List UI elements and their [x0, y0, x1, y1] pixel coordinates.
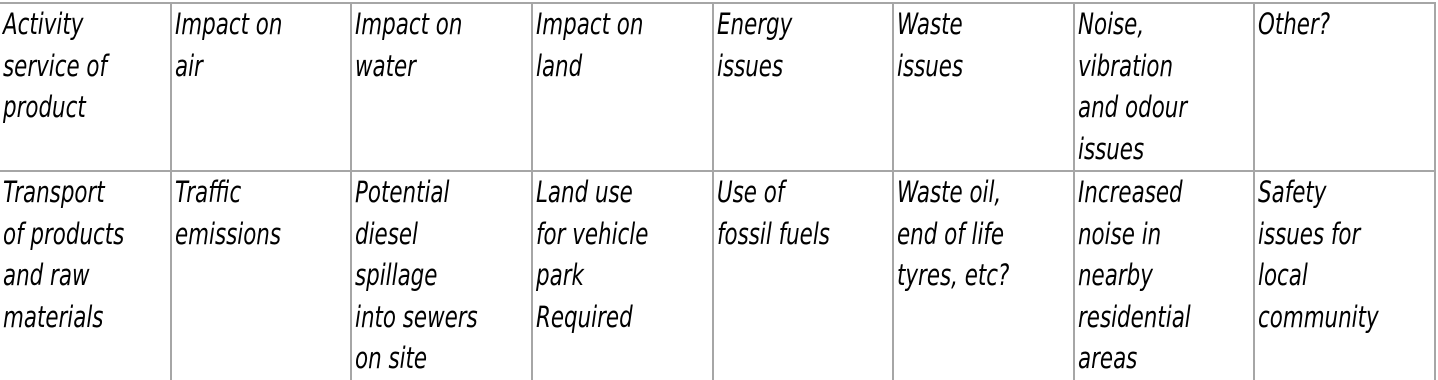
table-cell: [713, 171, 893, 380]
table-cell-text: Increased noise in nearby residential areas: [1078, 175, 1191, 375]
header-cell-text: Waste issues: [897, 7, 964, 83]
header-cell: [171, 3, 351, 171]
table-cell: [0, 171, 171, 380]
table-cell: [171, 171, 351, 380]
header-cell-text: Impact on water: [355, 7, 463, 83]
table-cell: [1074, 171, 1254, 380]
table-cell: [893, 171, 1074, 380]
header-cell: [0, 3, 171, 171]
table-cell-text: Potential diesel spillage into sewers on site: [355, 175, 478, 375]
header-cell: [893, 3, 1074, 171]
header-cell: [1254, 3, 1435, 171]
table-cell-text: Use of fossil fuels: [717, 175, 830, 251]
header-cell-text: Impact on air: [175, 7, 283, 83]
table-cell-text: Traffic emissions: [175, 175, 281, 251]
table-header-row: [0, 3, 1435, 171]
header-cell-text: Impact on land: [536, 7, 644, 83]
table-cell-text: Land use for vehicle park Required: [536, 175, 649, 334]
header-cell: [1074, 3, 1254, 171]
table-cell-text: Waste oil, end of life tyres, etc?: [897, 175, 1010, 292]
header-cell: [713, 3, 893, 171]
header-cell-text: Activity service of product: [3, 7, 108, 124]
header-cell-text: Energy issues: [717, 7, 793, 83]
header-cell: [351, 3, 532, 171]
table-cell-text: Transport of products and raw materials: [3, 175, 125, 334]
table-cell-text: Safety issues for local community: [1258, 175, 1379, 334]
table-row: [0, 171, 1435, 380]
header-cell-text: Noise, vibration and odour issues: [1078, 7, 1188, 166]
table-cell: [1254, 171, 1435, 380]
table-cell: [351, 171, 532, 380]
environmental-impact-table: [0, 2, 1436, 380]
header-cell-text: Other?: [1258, 7, 1331, 41]
table-cell: [532, 171, 713, 380]
header-cell: [532, 3, 713, 171]
